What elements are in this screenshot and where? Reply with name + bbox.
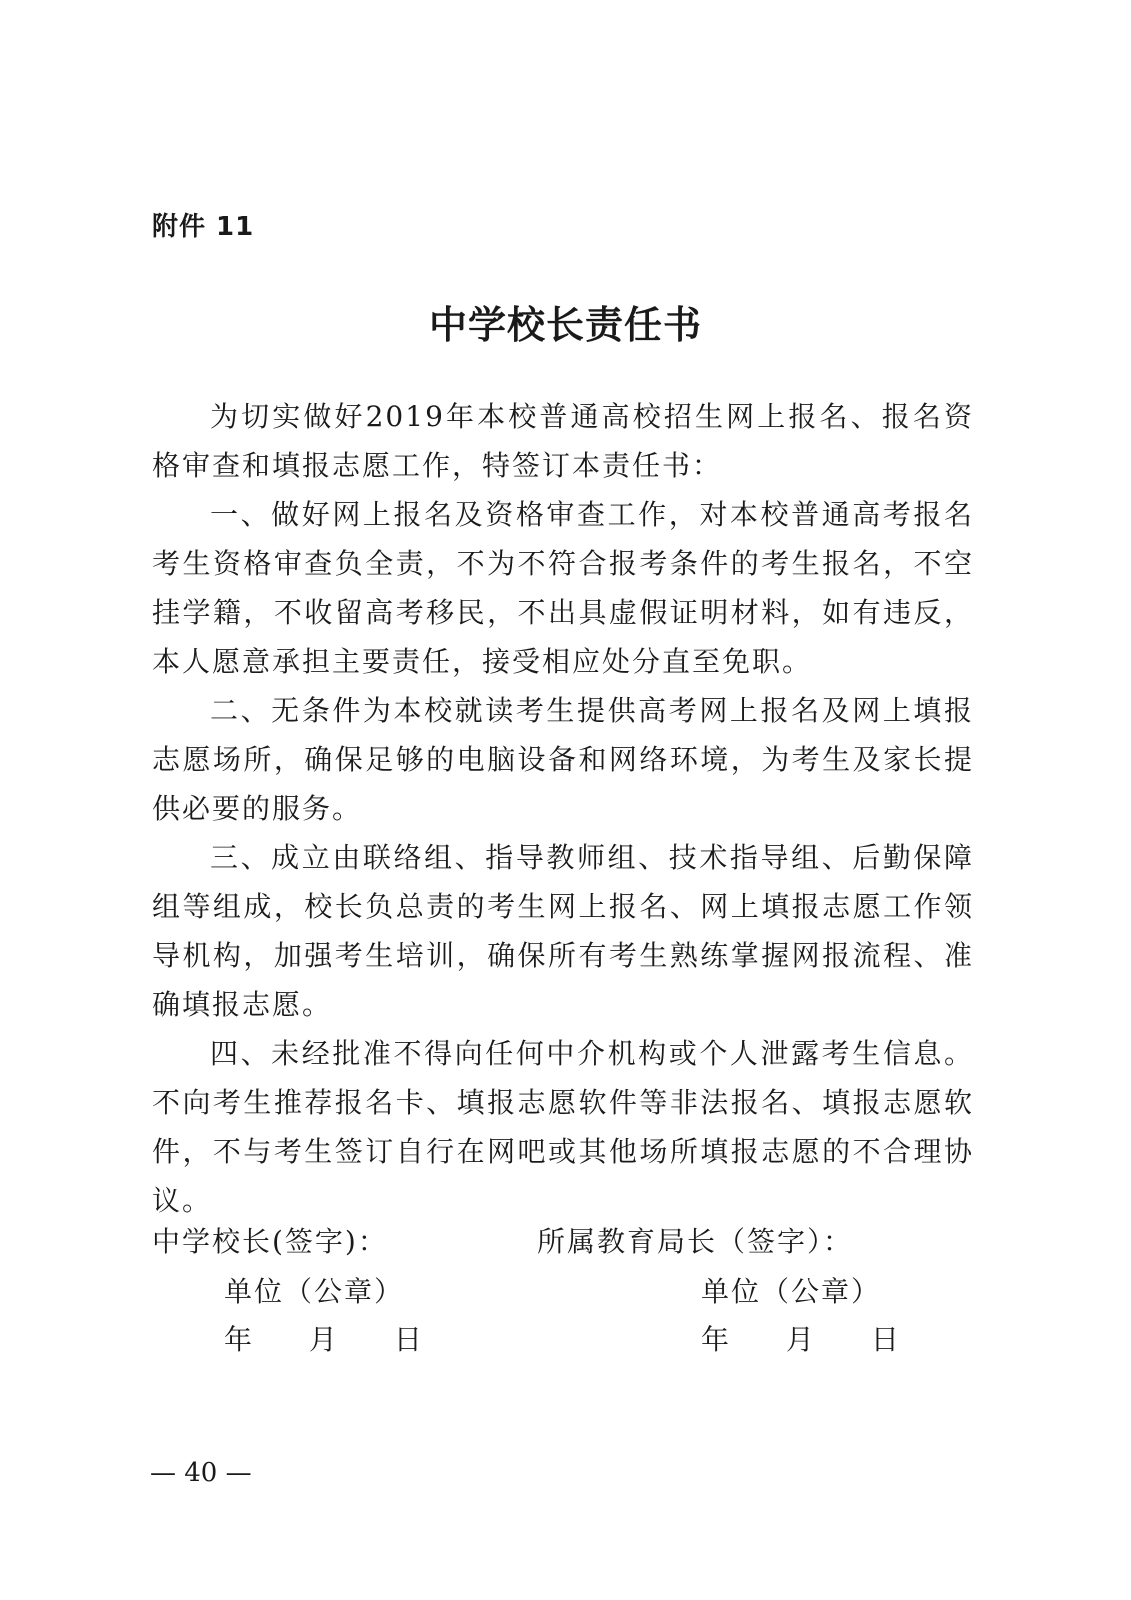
paragraph-item-2: 二、无条件为本校就读考生提供高考网上报名及网上填报志愿场所，确保足够的电脑设备和网络环境，为考生及家长提供必要的服务。 xyxy=(152,694,974,825)
date-year: 年 xyxy=(701,1323,732,1356)
signature-left xyxy=(152,1220,512,1360)
bureau-unit-seal: 单位（公章） xyxy=(701,1275,882,1308)
signature-right xyxy=(537,1220,977,1360)
education-bureau-signature-label: 所属教育局长（签字）： xyxy=(537,1225,854,1258)
document-title: 中学校长责任书 xyxy=(428,303,702,347)
paragraph-intro: 为切实做好2019年本校普通高校招生网上报名、报名资格审查和填报志愿工作，特签订本责任书： xyxy=(152,400,974,482)
date-day: 日 xyxy=(870,1323,901,1356)
page-number: — 40 — xyxy=(150,1458,252,1488)
date-day: 日 xyxy=(393,1323,424,1356)
attachment-label: 附件 11 xyxy=(152,212,255,242)
date-month: 月 xyxy=(308,1323,339,1356)
principal-signature-label: 中学校长(签字)： xyxy=(152,1225,388,1258)
date-month: 月 xyxy=(785,1323,816,1356)
principal-date xyxy=(224,1318,424,1358)
bureau-date xyxy=(701,1318,901,1358)
date-year: 年 xyxy=(224,1323,255,1356)
paragraph-item-1: 一、做好网上报名及资格审查工作，对本校普通高考报名考生资格审查负全责，不为不符合报考条件的考生报名，不空挂学籍，不收留高考移民，不出具虚假证明材料，如有违反，本人愿意承担主要责任，接受相应处分直至免职。 xyxy=(152,498,974,678)
document-body xyxy=(152,392,974,1225)
principal-unit-seal: 单位（公章） xyxy=(224,1275,405,1308)
paragraph-item-3: 三、成立由联络组、指导教师组、技术指导组、后勤保障组等组成，校长负总责的考生网上报名、网上填报志愿工作领导机构，加强考生培训，确保所有考生熟练掌握网报流程、准确填报志愿。 xyxy=(152,841,974,1021)
paragraph-item-4: 四、未经批准不得向任何中介机构或个人泄露考生信息。不向考生推荐报名卡、填报志愿软件等非法报名、填报志愿软件，不与考生签订自行在网吧或其他场所填报志愿的不合理协议。 xyxy=(152,1037,974,1217)
